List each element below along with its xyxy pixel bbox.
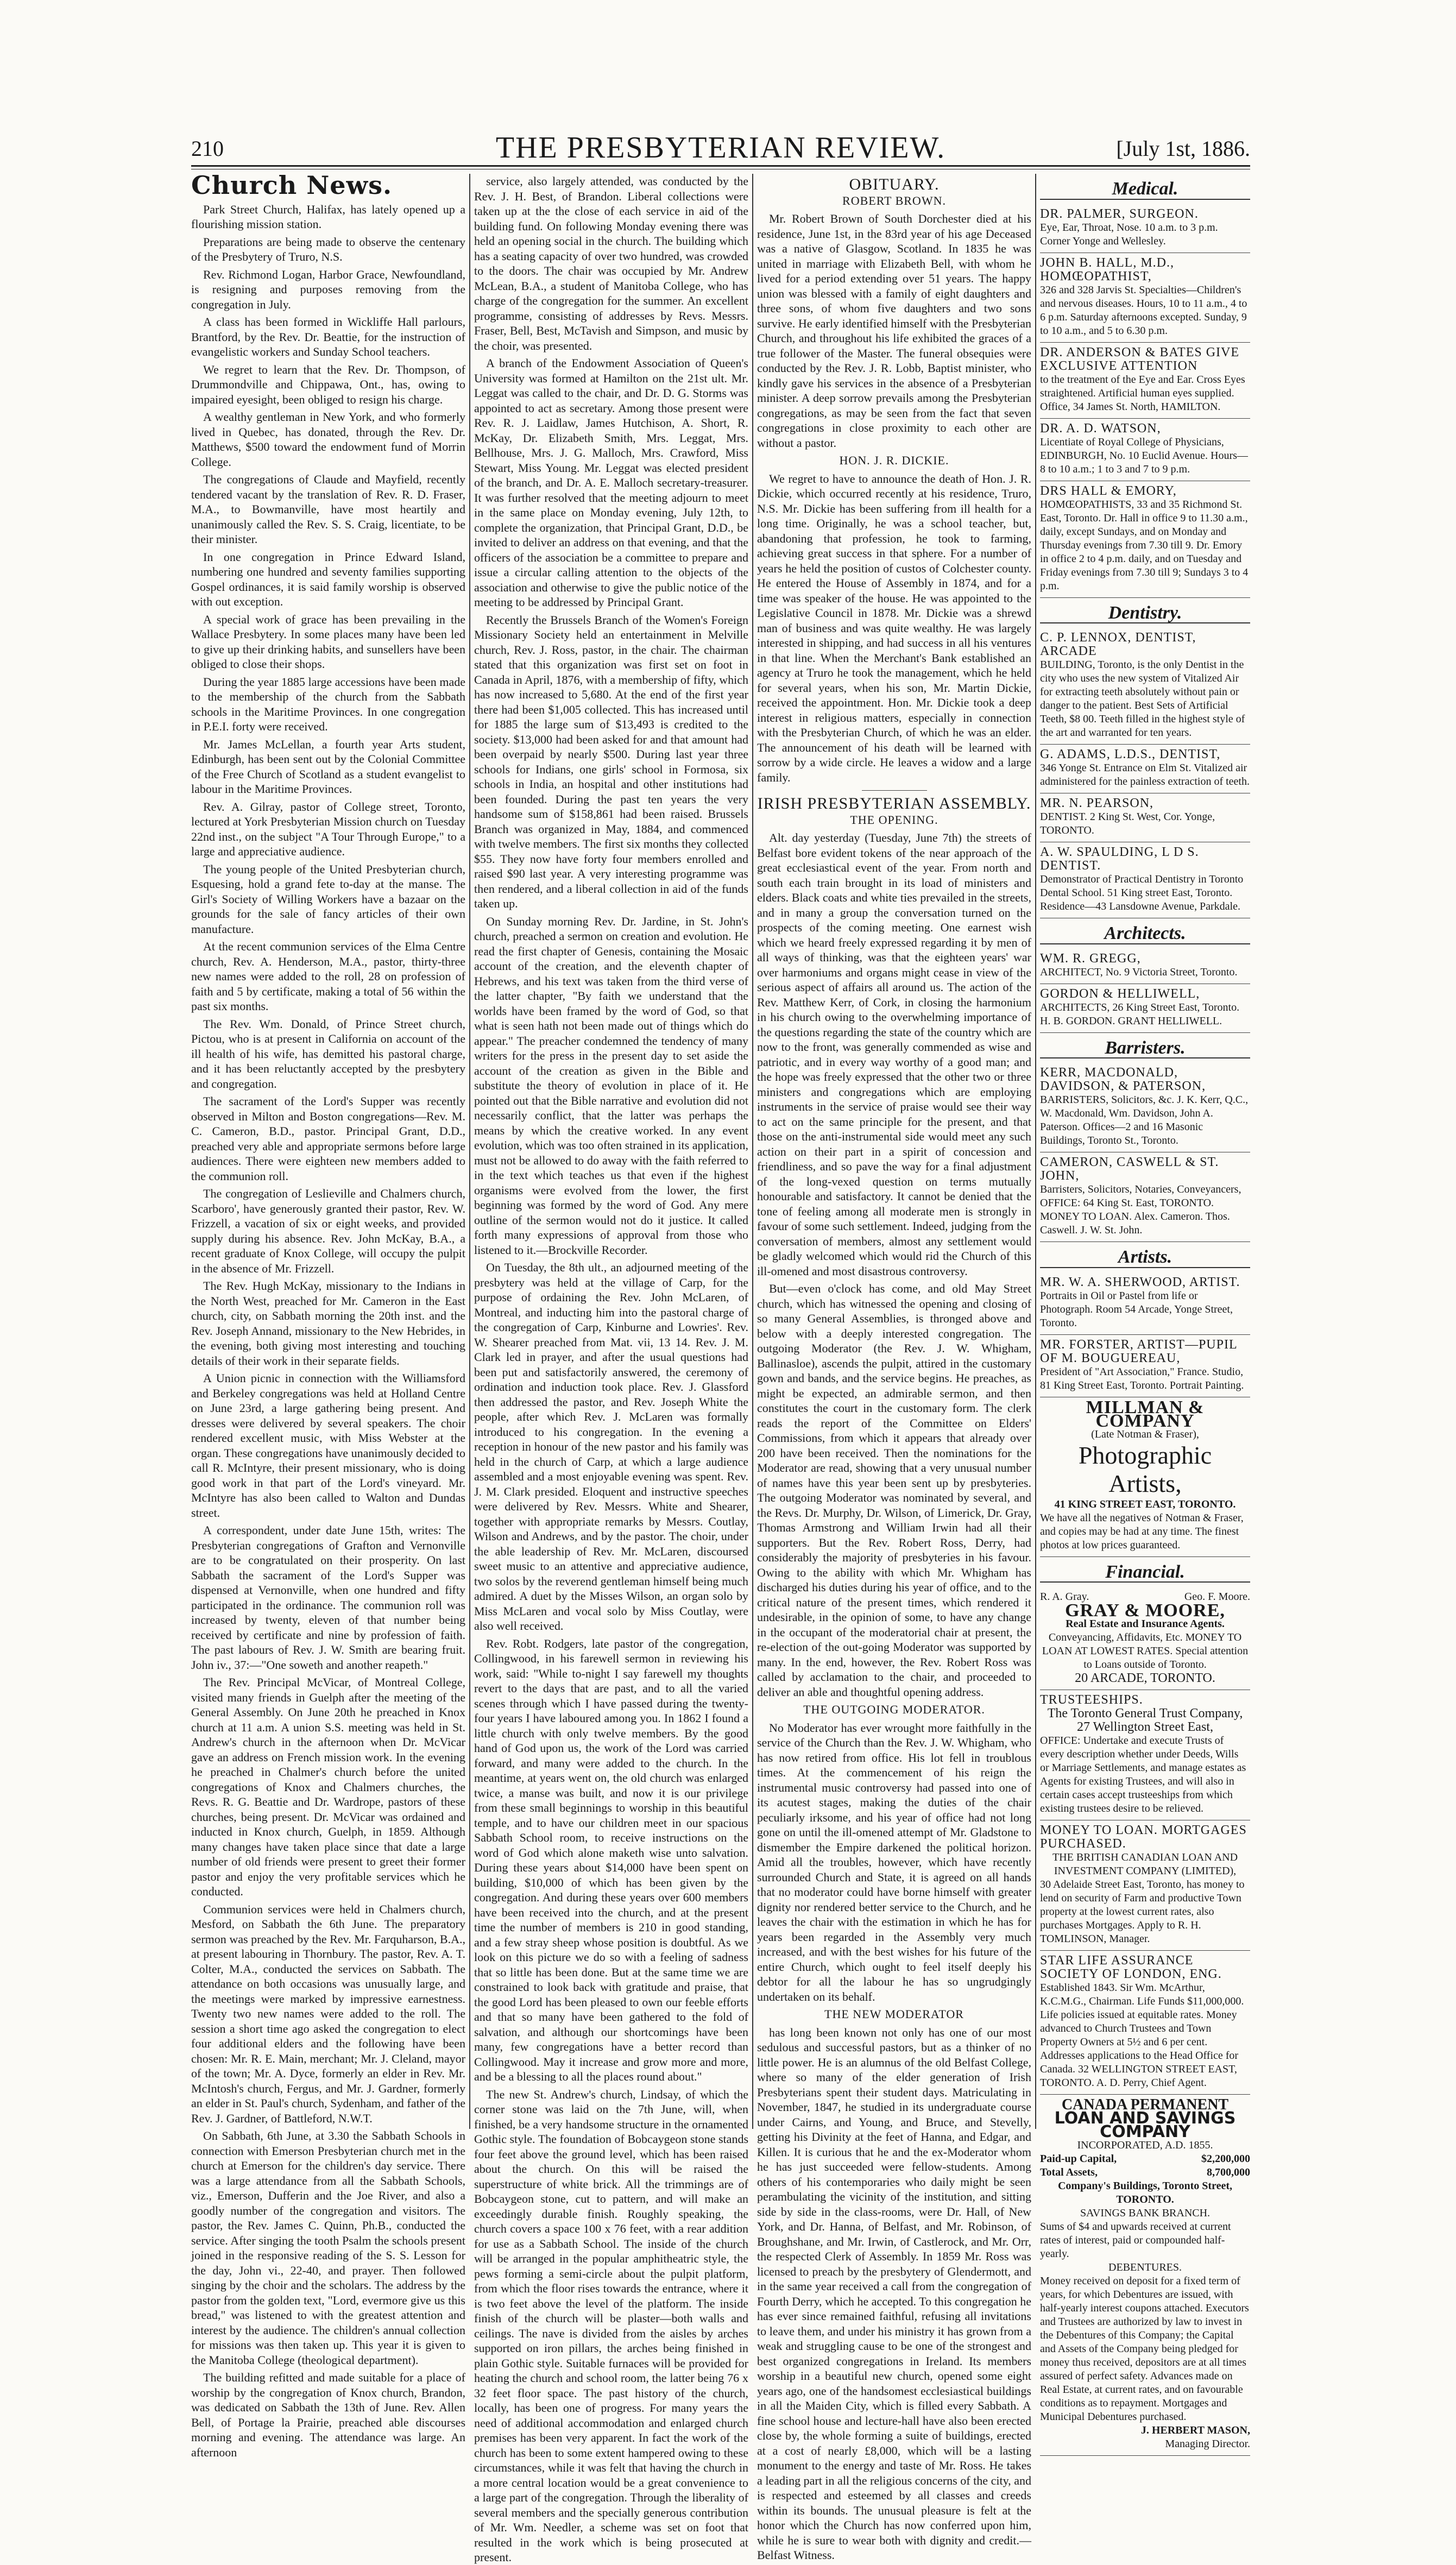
ad-name: KERR, MACDONALD, DAVIDSON, & PATERSON, [1040,1066,1206,1093]
ad-canada-buildings: Company's Buildings, Toronto Street, TORONTO. [1057,2180,1232,2205]
page-header [191,128,1250,166]
divider [862,790,927,791]
obituary-text: We regret to have to announce the death of Hon. J. R. Dickie, which occurred recently at his residence, Truro, N.S. Mr. Dickie has been suffering from ill health for a long time. Originally, he was a school teacher, but, abandoning that profession, he took to farming, achieving great success in that sphere. For a number of years he held the position of custos of Colchester county. He entered the House of Assembly in 1874, and for a time was speaker of the house. He was appointed to the Legislative Council in 1878. Mr. Dickie was a shrewd man of business and was quite wealthy. He was largely interested in shipping, and had success in all his ventures in that line. When the Merchant's Bank established an agency at Truro he took the management, which he held for several years, when his son, Mr. Martin Dickie, received the appointment. Hon. Mr. Dickie took a deep interest in religious matters, especially in connection with the Presbyterian Church, of which he was an elder. The announcement of his death will be learned with sorrow by a wide circle. He leaves a widow and a large family. [757,471,1031,784]
page-title: THE PRESBYTERIAN REVIEW. [495,131,946,165]
news-item: Rev. Robt. Rodgers, late pastor of the congregation, Collingwood, in his farewell sermon in reviewing his work, said: "While to-night I say farewell my thoughts revert to the days that are past, and to all the varied scenes through which I have passed during the twenty-four years I have laboured among you. In 1862 I found a little church with only twelve members. By the good hand of God upon us, the work of the Lord was carried forward, and many were added to the church. In the meantime, at years went on, the old church was enlarged twice, a manse was built, and now it is our privilege from these small beginnings to worship in this beautiful temple, and to have our children meet in our spacious Sabbath School room, to receive instructions on the word of God which alone maketh wise unto salvation. During these years about $14,000 have been spent on building, $10,000 of which has been given by the congregation. And during these years over 600 members have been received into the church, and at the present time the number of members is 210 in good standing, and a few stray sheep whose position is doubtful. As we look on this picture we do so with a feeling of sadness that so little has been done. But at the same time we are constrained to look back with gratitude and praise, that the good Lord has been pleased to own our feeble efforts and that so many have been gathered to the fold of salvation, and although our shortcomings have been many, few congregations have a better record than Collingwood. May it increase and grow more and more, and be a blessing to all the places round about." [474,1636,748,2083]
ad-name: A. W. SPAULDING, L D S. DENTIST. [1040,845,1199,873]
financial-heading: Financial. [1040,1565,1250,1583]
news-item: Preparations are being made to observe the centenary of the Presbytery of Truro, N.S. [191,235,465,263]
ad-name: TRUSTEESHIPS. [1040,1693,1143,1707]
ad-partner-left: R. A. Gray. [1040,1591,1089,1603]
ad-spaulding [1040,842,1250,918]
obituary-subheading: ROBERT BROWN. [842,193,946,207]
ad-hall-emory [1040,481,1250,598]
news-item: Rev. Richmond Logan, Harbor Grace, Newfoundland, is resigning and purposes removing from the congregation in July. [191,267,465,311]
ad-kerr-macdonald [1040,1063,1250,1152]
news-item: On Sabbath, 6th June, at 3.30 the Sabbath Schools in connection with Emerson Presbyterian church met in the church at Emerson for the children's day service. There was a large attendance from all the Sabbath Schools, viz., Emerson, Dufferin and the Joe River, and also a goodly number of the congregation and visitors. The pastor, the Rev. James C. Quinn, Ph.B., conducted the service. After singing the tooth Psalm the schools present joined in the responsive reading of the S. S. Lesson for the day, John vi., 22-40, and prayer. Then followed singing by the choir and the scholars. The address by the pastor from the golden text, "Lord, evermore give us this bread," was listened to with the greatest attention and interest by the audience. The children's annual collection for missions was then taken up. This year it is given to the Manitoba College (theological department). [191,2129,465,2367]
news-item: Mr. James McLellan, a fourth year Arts student, Edinburgh, has been sent out by the Colonial Committee of the Free Church of Scotland as a student evangelist to labour in the Maritime Provinces. [191,737,465,796]
news-item: The Rev. Wm. Donald, of Prince Street church, Pictou, who is at present in California on account of the ill health of his wife, has demitted his pastoral charge, and it has been reluctantly accepted by the presbytery and congregation. [191,1017,465,1091]
ad-text: Demonstrator of Practical Dentistry in Toronto Dental School. 51 King street East, Toronto. Residence—43 Lansdowne Avenue, Parkdale. [1040,873,1244,912]
ad-name: C. P. LENNOX, DENTIST, ARCADE [1040,631,1196,658]
ad-millman-name: MILLMAN & COMPANY [1086,1397,1205,1431]
news-item: A class has been formed in Wickliffe Hall parlours, Brantford, by the Rev. Dr. Beattie, for the instruction of evangelistic workers and Sunday School teachers. [191,315,465,358]
ad-text: Established 1843. Sir Wm. McArthur, K.C.M.G., Chairman. Life Funds $11,000,000. Life policies issued at equitable rates. Money advanced to Church Trustees and Town Property Owners at 5½ and 6 per cent. Addresses applications to the Head Office for Canada. 32 WELLINGTON STREET EAST, TORONTO. A. D. Perry, Chief Agent. [1040,1982,1244,2089]
news-item: The sacrament of the Lord's Supper was recently observed in Milton and Boston congregations—Rev. M. C. Cameron, B.D., pastor. Principal Grant, D.D., preached very able and appropriate sermons before large audiences. There were eighteen new members added to the communion roll. [191,1094,465,1183]
ad-name: JOHN B. HALL, M.D., HOMŒOPATHIST, [1040,255,1174,283]
ad-millman [1040,1397,1250,1557]
obituary-heading: OBITUARY. [849,175,940,193]
news-item: A special work of grace has been prevailing in the Wallace Presbytery. In some places many have been led to give up their drinking habits, and sunsellers have been obliged to close their shops. [191,612,465,671]
assembly-text: No Moderator has ever wrought more faithfully in the service of the Church than the Rev. J. W. Whigham, who has now retired from office. His lot fell in troublous times. At the commencement of his reign the instrumental music controversy had passed into one of its acutest stages, making the duties of the chair peculiarly irksome, and his year of office had not long gone on until the ill-omened attempt of Mr. Gladstone to dismember the Empire darkened the political horizon. Amid all the troubles, however, which have recently surrounded Church and State, it is agreed on all hands that no moderator could have borne himself with greater dignity nor rendered better service to the Church, and he leaves the chair with the estimation in which he has for years been regarded in the Assembly very much increased, and with the best wishes for his future of the entire Church, which ought to feel itself deeply his debtor for all the labour he has so ungrudgingly undertaken on its behalf. [757,1720,1031,2003]
ad-savings-text: Sums of $4 and upwards received at current rates of interest, paid or compounded half-yearly. [1040,2221,1231,2260]
ad-millman-address: 41 KING STREET EAST, TORONTO. [1054,1498,1236,1510]
ad-watson [1040,419,1250,481]
page-number: 210 [191,136,224,161]
news-item: Park Street Church, Halifax, has lately opened up a flourishing mission station. [191,202,465,231]
ad-name: GORDON & HELLIWELL, [1040,986,1200,1001]
ad-name: DR. PALMER, SURGEON. [1040,206,1199,221]
news-item: The congregations of Claude and Mayfield, recently tendered vacant by the translation of Rev. R. D. Fraser, M.A., to Bowmanville, have most heartily and unanimously called the Rev. S. S. Craig, licentiate, to be their minister. [191,472,465,546]
ad-hall [1040,253,1250,343]
assembly-heading: IRISH PRESBYTERIAN ASSEMBLY. [757,795,1031,812]
ad-trust-company: The Toronto General Trust Company, 27 Wellington Street East, [1047,1706,1243,1734]
ad-name: G. ADAMS, L.D.S., DENTIST, [1040,747,1221,761]
news-item: A correspondent, under date June 15th, writes: The Presbyterian congregations of Grafton and Vernonville are to be congratulated on their prosperity. On last Sabbath the sacrament of the Lord's Supper was dispensed at Vernonville, when one hundred and fifty participated in the ordinance. The communion roll was increased by twenty, eleven of that number being received by certificate and nine by profession of faith. The past labours of Rev. J. W. Smith are bearing fruit. John iv., 37:—"One soweth and another reapeth." [191,1523,465,1672]
ad-text: BARRISTERS, Solicitors, &c. J. K. Kerr, Q.C., W. Macdonald, Wm. Davidson, John A. Paterson. Offices—2 and 16 Masonic Buildings, Toronto St., Toronto. [1040,1094,1249,1146]
obituary-text: Mr. Robert Brown of South Dorchester died at his residence, June 1st, in the 83rd year of his age Deceased was a native of Glasgow, Scotland. In 1835 he was united in marriage with Elizabeth Bell, with whom he lived for a period extending over 51 years. The happy union was blessed with a family of eight daughters and three sons, of whom five daughters and two sons survive. He early identified himself with the Presbyterian Church, and throughout his life exhibited the graces of a true follower of the Master. The funeral obsequies were conducted by the Rev. J. R. Lobb, Baptist minister, who kindly gave his services in the absence of a Presbyterian minister. A deep sorrow prevails among the Presbyterian congregations, as may be seen from the fact that seven congregations in close proximity to each other are without a pastor. [757,212,1031,450]
ad-debentures-text: Money received on deposit for a fixed term of years, for which Debentures are issued, with half-yearly interest coupons attached. Executors and Trustees are authorized by law to invest in the Debentures of this Company; the Capital and Assets of the Company being pledged for money thus received, depositors are at all times assured of perfect safety. Advances made on Real Estate, at current rates, and on favourable conditions as to repayment. Mortgages and Municipal Debentures purchased. [1040,2275,1249,2423]
ad-canada-line2: LOAN AND SAVINGS COMPANY [1054,2109,1236,2141]
ad-loan-company: THE BRITISH CANADIAN LOAN AND INVESTMENT COMPANY (LIMITED), [1052,1851,1238,1877]
church-news-heading: Church News. [191,171,393,200]
assembly-subheading: THE OUTGOING MODERATOR. [803,1703,985,1716]
news-item: In one congregation in Prince Edward Island, numbering one hundred and seventy families supporting Gospel ordinances, it is said family worship is observed with out exception. [191,550,465,608]
ad-canada-inc: INCORPORATED, A.D. 1855. [1077,2139,1213,2151]
barristers-heading: Barristers. [1040,1041,1250,1059]
column-divider [752,174,753,2129]
ad-gray-moore-text: Conveyancing, Affidavits, Etc. MONEY TO LOAN AT LOWEST RATES. Special attention to Loans outside of Toronto. [1042,1631,1249,1671]
column-1 [191,171,465,2459]
ad-paid-label: Paid-up Capital, [1040,2153,1117,2165]
ad-text: ARCHITECTS, 26 King Street East, Toronto. H. B. GORDON. GRANT HELLIWELL. [1040,1001,1240,1027]
ad-gray-moore [1040,1587,1250,1690]
ad-name: MR. FORSTER, ARTIST—PUPIL OF M. BOUGUEREAU, [1040,1337,1237,1365]
ad-name: MR. N. PEARSON, [1040,796,1154,810]
ad-text: Eye, Ear, Throat, Nose. 10 a.m. to 3 p.m. Corner Yonge and Wellesley. [1040,221,1218,247]
ad-name: MR. W. A. SHERWOOD, ARTIST. [1040,1275,1240,1289]
news-item: Recently the Brussels Branch of the Women's Foreign Missionary Society held an entertainment in Melville church, Rev. J. Ross, pastor, in the chair. The chairman stated that this organization was first set on foot in Canada in April, 1876, with a membership of fifty, which has now increased to 5,680. At the end of the first year there had been $1,005 collected. This has increased until for 1885 the large sum of $13,493 is credited to the society. $13,000 had been asked for and that amount had been overpaid by nearly $500. During last year three schools for Indians, one girls' school in Formosa, six schools in India, an hospital and other institutions had been founded. During the past ten years the very handsome sum of $158,861 had been raised. Brussels Branch was organized in May, 1884, and commenced with twelve members. The first six months they collected $55. They now have forty four members enrolled and raised $90 last year. A very interesting programme was then rendered, and a liberal collection in aid of the funds taken up. [474,613,748,910]
ad-millman-note: We have all the negatives of Notman & Fraser, and copies may be had at any time. The finest photos at low prices guaranteed. [1040,1511,1244,1551]
column-divider [1035,174,1036,2129]
assembly-text: has long been known not only has one of our most sedulous and successful pastors, but as a thinker of no little power. He is an alumnus of the old Belfast College, where so many of the elder generation of Irish Presbyterians spent their student days. Matriculating in November, 1847, he studied in its undergraduate course under Cairns, and Young, and Bruce, and Stevelly, getting his Divinity at the feet of Hanna, and Edgar, and Killen. It is curious that he and the ex-Moderator whom he has just succeeded were fellow-students. Among others of his contemporaries who daily might be seen perambulating the vicinity of the institution, and sitting side by side in the class-rooms, were Dr. Hall, of New York, and Dr. Hanna, of Belfast, and Mr. Robinson, of Broughshane, and Mr. Irwin, of Castlerock, and Mr. Orr, the respected Clerk of Assembly. In 1859 Mr. Ross was licensed to preach by the presbytery of Glendermott, and in the same year received a call from the congregation of Fourth Derry, which he accepted. To this congregation he has ever since remained faithful, refusing all invitations to leave them, and under his ministry it has grown from a weak and struggling cause to be one of the strongest and best organized congregations in Ireland. Its members worship in a beautiful new church, opened some eight years ago, one of the handsomest ecclesiastical buildings in all the Maiden City, which is filled every Sabbath. A fine school house and lecture-hall have also been erected close by, the whole forming a suite of buildings, erected at a cost of nearly £8,000, which will be a lasting monument to the energy and taste of Mr. Ross. He takes a leading part in all the religious concerns of the city, and is respected and esteemed by all classes and creeds within its bounds. The unusual pleasure is felt at the honor which the Church has now conferred upon him, while he is sure to wear both with dignity and credit.—Belfast Witness. [757,2025,1031,2562]
news-item: Rev. A. Gilray, pastor of College street, Toronto, lectured at York Presbyterian Mission church on Tuesday 22nd inst., on the subject "A Tour Through Europe," to a large and appreciative audience. [191,799,465,858]
ad-forster [1040,1335,1250,1397]
news-item: Communion services were held in Chalmers church, Mesford, on Sabbath the 6th June. The preparatory sermon was preached by the Rev. Mr. Farquharson, B.A., at present labouring in Thornbury. The pastor, Rev. A. T. Colter, M.A., conducted the services on Sabbath. The attendance on both occasions was unusually large, and the meetings were marked by impressive earnestness. Twenty two new names were added to the roll. The session a short time ago asked the congregation to elect four additional elders and the following have been chosen: Mr. R. E. Main, merchant; Mr. J. Cleland, mayor of the town; Mr. A. Dyce, formerly an elder in Rev. Mr. McIntosh's church, Fergus, and Mr. J. Gardner, formerly an elder in St. Paul's church, Sydenham, and father of the Rev. J. Gardner, of Battleford, N.W.T. [191,1902,465,2125]
ad-text: Portraits in Oil or Pastel from life or Photograph. Room 54 Arcade, Yonge Street, Toronto. [1040,1289,1233,1329]
ad-name: STAR LIFE ASSURANCE SOCIETY OF LONDON, ENG. [1040,1953,1222,1981]
medical-heading: Medical. [1040,181,1250,200]
assembly-subheading: THE OPENING. [850,812,938,827]
ad-canada-permanent [1040,2095,1250,2456]
column-3 [757,174,1031,2562]
obituary-subheading: HON. J. R. DICKIE. [839,453,949,467]
ad-name: DRS HALL & EMORY, [1040,483,1177,498]
ad-millman-sub: (Late Notman & Fraser), [1091,1428,1199,1440]
advertisements-column [1040,174,1250,2450]
ad-text: HOMŒOPATHISTS, 33 and 35 Richmond St. East, Toronto. Dr. Hall in office 9 to 11.30 a.m., daily, except Sundays, and on Monday and Thursday evenings from 7.30 till 9. Dr. Emory in office 2 to 4 p.m. daily, and on Tuesday and Friday evenings from 7.30 till 9; Sundays 3 to 4 p.m. [1040,498,1249,592]
ad-text: Licentiate of Royal College of Physicians, EDINBURGH, No. 10 Euclid Avenue. Hours—8 to 10 a.m.; 1 to 3 and 7 to 9 p.m. [1040,436,1248,475]
ad-assets-label: Total Assets, [1040,2166,1098,2178]
ad-text: BUILDING, Toronto, is the only Dentist in the city who uses the new system of Vitalized Air for extracting teeth absolutely without pain or danger to the patient. Best Sets of Artificial Teeth, $8 00. Teeth filled in the highest style of the art and warranted for ten years. [1040,659,1245,739]
ad-gray-moore-address: 20 ARCADE, TORONTO. [1075,1671,1215,1685]
ad-millman-title: Photographic Artists, [1078,1441,1212,1497]
ad-pearson [1040,793,1250,842]
news-item: The young people of the United Presbyterian church, Esquesing, hold a grand fete to-day at the manse. The Girl's Society of Willing Workers have a bazaar on the grounds for the sale of fancy articles of their own manufacture. [191,862,465,936]
news-item: The new St. Andrew's church, Lindsay, of which the corner stone was laid on the 7th June, will, when finished, be a very handsome structure in the ornamented Gothic style. The foundation of Bobcaygeon stone stands four feet above the ground level, which has been raised about the church. On this will be raised the superstructure of white brick. All the trimmings are of Bobcaygeon stone, cut to pattern, and will make an exceedingly durable finish. Roughly speaking, the church covers a space 100 x 76 feet, with a rear addition for use as a Sabbath School. The inside of the church will be arranged in the popular amphitheatric style, the pews forming a semi-circle about the pulpit platform, from which the floor rises towards the entrance, where it is two feet above the level of the platform. The inside finish of the church will be plaster—both walls and ceilings. The nave is divided from the aisles by arches supported on iron pillars, the arches being finished in plain Gothic style. Suitable furnaces will be provided for heating the church and school room, the latter being 76 x 32 feet floor space. The past history of the church, locally, has been one of progress. For many years the need of additional accommodation and enlarged church premises has been very apparent. In fact the work of the church has been to some extent hampered owing to these circumstances, while it was felt that having the church in a more central location would be a great convenience to a large part of the congregation. Through the liberality of several members and the specially generous contribution of Mr. Wm. Needler, a scheme was set on foot that resulted in the work which is being prosecuted at present. [474,2087,748,2564]
ad-gray-moore-name: GRAY & MOORE, [1065,1600,1225,1621]
assembly-text: But—even o'clock has come, and old May Street church, which has witnessed the opening and closing of so many General Assemblies, is thronged above and below with a deeply interested congregation. The outgoing Moderator (the Rev. J. W. Whigham, Ballinasloe), ascends the pulpit, attired in the customary gown and bands, and the service begins. He preaches, as might be expected, an admirable sermon, and then constitutes the court in the customary form. The clerk reads the report of the Committee on Elders' Commissions, from which it appears that already over 200 have been received. Then the nominations for the Moderator are read, showing that a very unusual number of names have this year been sent up by presbyteries. The outgoing Moderator was nominated by several, and the Revs. Dr. Murphy, Dr. Wilson, of Limerick, Dr. Gray, Thomas Armstrong and William Irwin had all their supporters. But the Rev. Robert Ross, Derry, had considerably the majority of presbyteries in his favour. Owing to the ability with which Mr. Whigham has discharged his duties during his year of office, and to the critical nature of the present times, which rendered it undesirable, in the opinion of some, to have any change in the occupant of the moderatorial chair at present, the re-election of the out-going Moderator was supported by many. In the end, however, the Rev. Robert Ross was called by acclamation to the chair, and proceeded to deliver an able and thoughtful opening address. [757,1282,1031,1699]
ad-partner-right: Geo. F. Moore. [1184,1591,1250,1603]
ad-assets-value: 8,700,000 [1207,2166,1250,2178]
ad-text: 346 Yonge St. Entrance on Elm St. Vitalized air administered for the painless extraction of teeth. [1040,762,1250,787]
news-item: The building refitted and made suitable for a place of worship by the congregation of Knox church, Brandon, was dedicated on Sabbath the 13th of June. Rev. Allen Bell, of Portage la Prairie, preached able discourses morning and evening. The attendance was large. An afternoon [191,2371,465,2459]
news-item: service, also largely attended, was conducted by the Rev. J. H. Best, of Brandon. Liberal collections were taken up at the the close of each service in aid of the building fund. On following Monday evening there was held an opening social in the church. The building which has a seating capacity of over two hundred, was crowded to the doors. The chair was occupied by Mr. Andrew McLean, B.A., a student of Manitoba College, who has charge of the congregation for the summer. An excellent programme, consisting of addresses by Revs. Messrs. Fraser, Bell, Best, McTavish and Simpson, and music by the choir, was presented. [474,174,748,352]
ad-text: Barristers, Solicitors, Notaries, Conveyancers, OFFICE: 64 King St. East, TORONTO. MONEY TO LOAN. Alex. Cameron. Thos. Caswell. J. W. St. John. [1040,1183,1241,1236]
ad-sherwood [1040,1272,1250,1335]
architects-heading: Architects. [1040,926,1250,944]
news-item: On Sunday morning Rev. Dr. Jardine, in St. John's church, preached a sermon on creation and evolution. He read the first chapter of Genesis, containing the Mosaic account of the creation, and the eleventh chapter of Hebrews, and his text was taken from the third verse of the latter chapter, "By faith we understand that the worlds have been framed by the word of God, so that what is seen hath not been made out of things which do appear." The preacher condemned the tendency of many writers for the press in the present day to set aside the account of the creation as given in the Bible and substitute the theory of evolution in place of it. He pointed out that the Bible narrative and evolution did not necessarily conflict, that the latter was perhaps the means by which the creative worked. In any event evolution, which was too often strained in its application, must not be allowed to do away with the faith referred to in the text which teaches us that even if the highest organisms were evolved from the lower, the first beginning was formed by the word of God. Any mere outline of the sermon would not do it justice. It called forth many expressions of approval from those who listened to it.—Brockville Recorder. [474,914,748,1257]
dentistry-heading: Dentistry. [1040,606,1250,624]
column-2 [474,174,748,2564]
ad-cameron-caswell [1040,1152,1250,1242]
ad-manager-title: Managing Director. [1165,2438,1250,2450]
ad-savings-heading: SAVINGS BANK BRANCH. [1080,2207,1211,2219]
ad-money-to-loan [1040,1820,1250,1951]
ad-name: CAMERON, CASWELL & ST. JOHN, [1040,1155,1219,1183]
news-item: The Rev. Hugh McKay, missionary to the Indians in the North West, preached for Mr. Cameron in the East church, city, on Sabbath morning the 20th inst. and the Rev. Joseph Annand, missionary to the New Hebrides, in the evening, both giving most interesting and touching details of their work in their separate fields. [191,1279,465,1367]
news-item: The Rev. Principal McVicar, of Montreal College, visited many friends in Guelph after the meeting of the General Assembly. On June 20th he preached in Knox church at 11 a.m. A union S.S. meeting was held in St. Andrew's church in the afternoon when Dr. McVicar gave an address on French mission work. In the evening he preached in Chalmer's church before the united congregations of Knox and Chalmers churches, the Revs. R. G. Beattie and Dr. Wardrope, pastors of these churches, being present. Dr. McVicar was ordained and inducted in Knox church, Guelph, in 1859. Although many changes have taken place since that date a large number of old friends were present to greet their former pastor and enjoy the very profitable services which he conducted. [191,1675,465,1898]
ad-gray-moore-sub: Real Estate and Insurance Agents. [1066,1618,1225,1630]
ad-anderson-bates [1040,343,1250,419]
ad-paid-value: $2,200,000 [1201,2153,1250,2165]
ad-name: DR. ANDERSON & BATES GIVE EXCLUSIVE ATTENTION [1040,345,1240,373]
column-divider [469,174,470,2129]
ad-text: 30 Adelaide Street East, Toronto, has money to lend on security of Farm and productive Town property at the lowest current rates, also purchases Mortgages. Apply to R. H. TOMLINSON, Manager. [1040,1879,1245,1945]
ad-trusteeships [1040,1690,1250,1820]
ad-text: President of "Art Association," France. Studio, 81 King Street East, Toronto. Portrait Painting. [1040,1365,1244,1391]
news-item: On Tuesday, the 8th ult., an adjourned meeting of the presbytery was held at the village of Carp, for the purpose of ordaining the Rev. John McLaren, of Montreal, and inducting him into the pastoral charge of the congregation of Carp, Kinburne and Lowries'. Rev. W. Shearer preached from Mat. vii, 13 14. Rev. J. M. Clark led in prayer, and after the usual questions had been put and satisfactorily answered, the ceremony of ordination and induction took place. Rev. J. Glassford then addressed the pastor, and Rev. Joseph White the people, after which Rev. J. McLaren was formally introduced to his congregation. In the evening a reception in honour of the new pastor and his family was held in the church of Carp, at which a large audience assembled and a most enjoyable evening was spent. Rev. J. M. Clark presided. Eloquent and instructive speeches were delivered by Rev. Messrs. White and Shearer, together with appropriate remarks by Messrs. Coutlay, Wilson and Andrews, and by the pastor. The choir, under the able leadership of Rev. Mr. McLaren, discoursed sweet music to an attentive and appreciative audience, two solos by the reverend gentleman himself being much admired. A duet by the Misses Wilson, an organ solo by Miss McLaren and vocal solo by Miss Coutlay, were also well received. [474,1261,748,1633]
header-rule [191,165,1250,167]
ad-name: MONEY TO LOAN. MORTGAGES PURCHASED. [1040,1823,1247,1851]
ad-debentures-heading: DEBENTURES. [1108,2261,1182,2273]
assembly-subheading: THE NEW MODERATOR [824,2007,964,2021]
ad-name: WM. R. GREGG, [1040,951,1141,966]
issue-date: [July 1st, 1886. [1116,136,1250,161]
news-item: A wealthy gentleman in New York, and who formerly lived in Quebec, has donated, through the Rev. Dr. Matthews, $500 toward the endowment fund of Morrin College. [191,410,465,469]
news-item: A Union picnic in connection with the Williamsford and Berkeley congregations was held at Holland Centre on June 23rd, a large gathering being present. And dresses were delivered by several speakers. The choir rendered excellent music, with Miss Webster at the organ. These congregations have unanimously decided to call R. McIntyre, their present missionary, who is doing good work in that part of the Lord's vineyard. Mr. McIntyre has also been called to Walton and Dundas street. [191,1371,465,1520]
ad-canada-line1: CANADA PERMANENT [1061,2096,1229,2113]
news-item: A branch of the Endowment Association of Queen's University was formed at Hamilton on the 21st ult. Mr. Leggat was called to the chair, and Dr. D. G. Storms was appointed to act as secretary. Among those present were Rev. R. J. Laidlaw, James Hutchison, A. Short, R. McKay, Dr. Elizabeth Smith, Mrs. Leggat, Mrs. Bellhouse, Mrs. J. G. Malloch, Mrs. Crawford, Miss Stewart, Miss Young. Mr. Leggat was elected president of the branch, and Dr. A. E. Malloch secretary-treasurer. It was further resolved that the meeting adjourn to meet in the same place on Monday evening, July 12th, to complete the organization, that Principal Grant, D.D., be invited to deliver an address on that evening, and that the officers of the association be a committee to prepare and issue a circular calling attention to the objects of the association and otherwise to give the public notice of the meeting to be addressed by Principal Grant. [474,356,748,609]
ad-star-life [1040,1951,1250,2095]
news-item: We regret to learn that the Rev. Dr. Thompson, of Drummondville and Chippawa, Ont., has, owing to impaired eyesight, been obliged to resign his charge. [191,362,465,406]
ad-gordon-helliwell [1040,984,1250,1033]
news-item: During the year 1885 large accessions have been made to the membership of the church from the Sabbath schools in the Maritime Provinces. In one congregation in P.E.I. forty were received. [191,675,465,733]
ad-text: to the treatment of the Eye and Ear. Cross Eyes straightened. Artificial human eyes supplied. Office, 34 James St. North, HAMILTON. [1040,373,1245,413]
artists-heading: Artists. [1040,1250,1250,1268]
news-item: At the recent communion services of the Elma Centre church, Rev. A. Henderson, M.A., pastor, thirty-three new names were added to the roll, 28 on profession of faith and 5 by certificate, making a total of 56 within the past six months. [191,940,465,1013]
assembly-text: Alt. day yesterday (Tuesday, June 7th) the streets of Belfast bore evident tokens of the near approach of the great ecclesiastical event of the year. From north and south each train brought in its load of ministers and elders. Black coats and white ties prevailed in the streets, and in many a group the conversation turned on the prospects of the coming meeting. One earnest wish which we heard freely expressed regarding it by men of all ways of thinking, was that the eighteen years' war over harmoniums and organs might cease in view of the serious aspect of affairs all around us. The action of the Rev. Matthew Kerr, of Cork, in closing the harmonium in his church owing to the overwhelming importance of the questions regarding the state of the country which are now to the front, was generally commended as wise and patriotic, and in every way worthy of a good man; and the hope was freely expressed that the other two or three ministers and congregations which are employing instruments in the service of praise would see their way to act on the same principle for the present, and that those on the anti-instrumental side would meet any such action on their part in a spirit of concession and friendliness, and so pave the way for a final adjustment of the long-vexed question on terms mutually honourable and satisfactory. It cannot be denied that the tone of feeling among all moderate men is strongly in favour of some such settlement. Indeed, judging from the conversation of members, almost any settlement would be gladly welcomed which would rid the Church of this ill-omened and most disastrous controversy. [757,831,1031,1278]
ad-name: DR. A. D. WATSON, [1040,421,1161,436]
news-item: The congregation of Leslieville and Chalmers church, Scarboro', have generously granted their pastor, Rev. W. Frizzell, a vacation of six or eight weeks, and provided supply during his absence. Rev. John McKay, B.A., a recent graduate of Knox College, will occupy the pulpit in the absence of Mr. Frizzell. [191,1187,465,1275]
ad-text: ARCHITECT, No. 9 Victoria Street, Toronto. [1040,966,1238,978]
ad-lennox [1040,628,1250,745]
ad-adams [1040,745,1250,793]
ad-text: OFFICE: Undertake and execute Trusts of every description whether under Deeds, Wills or Marriage Settlements, and manage estates as Agents for existing Trustees, and will also in certain cases accept trusteeships from which existing trustees desire to be relieved. [1040,1735,1246,1814]
ad-text: DENTIST. 2 King St. West, Cor. Yonge, TORONTO. [1040,811,1215,836]
ad-gregg [1040,949,1250,984]
ad-palmer [1040,204,1250,253]
ad-text: 326 and 328 Jarvis St. Specialties—Children's and nervous diseases. Hours, 10 to 11 a.m., 4 to 6 p.m. Saturday afternoons excepted. Sunday, 9 to 10 a.m., and 5 to 6.30 p.m. [1040,283,1247,337]
ad-manager-name: J. HERBERT MASON, [1140,2424,1250,2436]
